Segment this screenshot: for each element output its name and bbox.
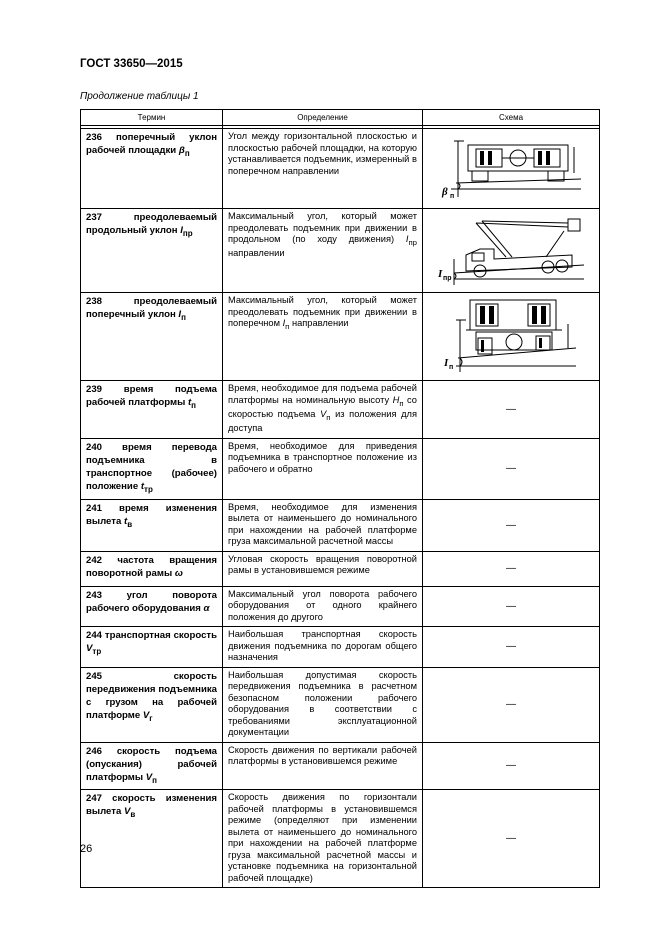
definition-cell: Время, необходимое для изменения вылета от наименьшего до номинального при нахождении на рабочей платформе груза максимальной расчетной массы	[223, 499, 423, 551]
scheme-cell: —	[423, 499, 600, 551]
scheme-cell	[423, 293, 600, 381]
term-cell: 243 угол поворота рабочего оборудования α	[81, 586, 223, 627]
diagram-label-sub: пр	[443, 274, 452, 282]
table-continuation-caption: Продолжение таблицы 1	[80, 91, 199, 102]
table-row	[81, 790, 600, 888]
definition-cell: Наибольшая допустимая скорость передвижения подъемника в расчетном безопасном положении рабочего оборудования в соответствии с требованиями эксплуатационной документации	[223, 667, 423, 742]
scheme-cell	[423, 209, 600, 293]
table-row	[81, 627, 600, 668]
term-cell: 241 время изменения вылета $t_в$	[81, 499, 223, 551]
scheme-cell	[423, 129, 600, 209]
table-row	[81, 381, 600, 439]
diagram-label-sub: п	[449, 363, 454, 371]
scheme-cell: —	[423, 790, 600, 888]
definition-cell: Скорость движения по вертикали рабочей платформы в установившемся режиме	[223, 742, 423, 790]
term-cell: 236 поперечный уклон рабочей площадки $\beta_п$	[81, 129, 223, 209]
definition-cell: Скорость движения по горизонтали рабочей платформы в установившемся режиме (определяют при изменении вылета от наименьшего до номинального при нахождении на рабочей платформе груза максимальной расчетной массы и установке подъемника на горизонтальной рабочей площадке)	[223, 790, 423, 888]
term-cell: 244 транспортная скорость $V_{тр}$	[81, 627, 223, 668]
term-cell: 246 скорость подъема (опускания) рабочей платформы $V_п$	[81, 742, 223, 790]
scheme-cell: —	[423, 438, 600, 499]
definition-cell: Время, необходимое для приведения подъемника в транспортное положение из рабочего и обратно	[223, 438, 423, 499]
term-cell: 239 время подъема рабочей платформы $t_п$	[81, 381, 223, 439]
table-row	[81, 667, 600, 742]
diagram-label: β	[442, 185, 448, 198]
scheme-cell: —	[423, 742, 600, 790]
table-row	[81, 742, 600, 790]
table-row	[81, 129, 600, 209]
page-number: 26	[80, 843, 93, 855]
diagram-label: I	[438, 267, 443, 280]
table-header-row	[81, 110, 600, 126]
definition-cell: Максимальный угол, который может преодолевать подъемник при движении в продольном (по ходу движения) $I_{пр}$ направлении	[223, 209, 423, 293]
table-row	[81, 209, 600, 293]
table-row	[81, 293, 600, 381]
term-cell: 247 скорость изменения вылета $V_в$	[81, 790, 223, 888]
longitudinal-slope-diagram	[436, 213, 586, 289]
column-header-term: Термин	[81, 110, 223, 126]
table-row	[81, 586, 600, 627]
diagram-label-sub: п	[450, 192, 455, 200]
scheme-cell: —	[423, 627, 600, 668]
transverse-climb-diagram	[436, 296, 586, 378]
column-header-scheme: Схема	[423, 110, 600, 126]
definition-cell: Наибольшая транспортная скорость движения подъемника по дорогам общего назначения	[223, 627, 423, 668]
term-cell: 237 преодолеваемый продольный уклон $I_{пр}$	[81, 209, 223, 293]
scheme-cell: —	[423, 381, 600, 439]
scheme-cell: —	[423, 586, 600, 627]
diagram-label: I	[444, 356, 449, 369]
scheme-cell: —	[423, 551, 600, 586]
table-row	[81, 551, 600, 586]
term-cell: 238 преодолеваемый поперечный уклон $I_п$	[81, 293, 223, 381]
terms-table	[80, 109, 600, 888]
definition-cell: Угловая скорость вращения поворотной рамы в установившемся режиме	[223, 551, 423, 586]
column-header-definition: Определение	[223, 110, 423, 126]
definition-cell: Максимальный угол поворота рабочего оборудования от одного крайнего положения до другого	[223, 586, 423, 627]
table-row	[81, 499, 600, 551]
term-cell: 245 скорость передвижения подъемника с грузом на рабочей платформе $V_г$	[81, 667, 223, 742]
scheme-cell: —	[423, 667, 600, 742]
document-header: ГОСТ 33650—2015	[80, 58, 183, 70]
term-cell: 242 частота вращения поворотной рамы ω	[81, 551, 223, 586]
definition-cell: Время, необходимое для подъема рабочей платформы на номинальную высоту $H_п$ со скоростью подъема $V_п$ из положения для доступа	[223, 381, 423, 439]
term-cell: 240 время перевода подъемника в транспортное (рабочее) положение $t_{тр}$	[81, 438, 223, 499]
table-row	[81, 438, 600, 499]
transverse-slope-diagram	[436, 133, 586, 205]
definition-cell: Максимальный угол, который может преодолевать подъемник при движении в поперечном $I_п$ направлении	[223, 293, 423, 381]
definition-cell: Угол между горизонтальной плоскостью и плоскостью рабочей площадки, на которую устанавливается подъемник, измеренный в поперечном направлении	[223, 129, 423, 209]
